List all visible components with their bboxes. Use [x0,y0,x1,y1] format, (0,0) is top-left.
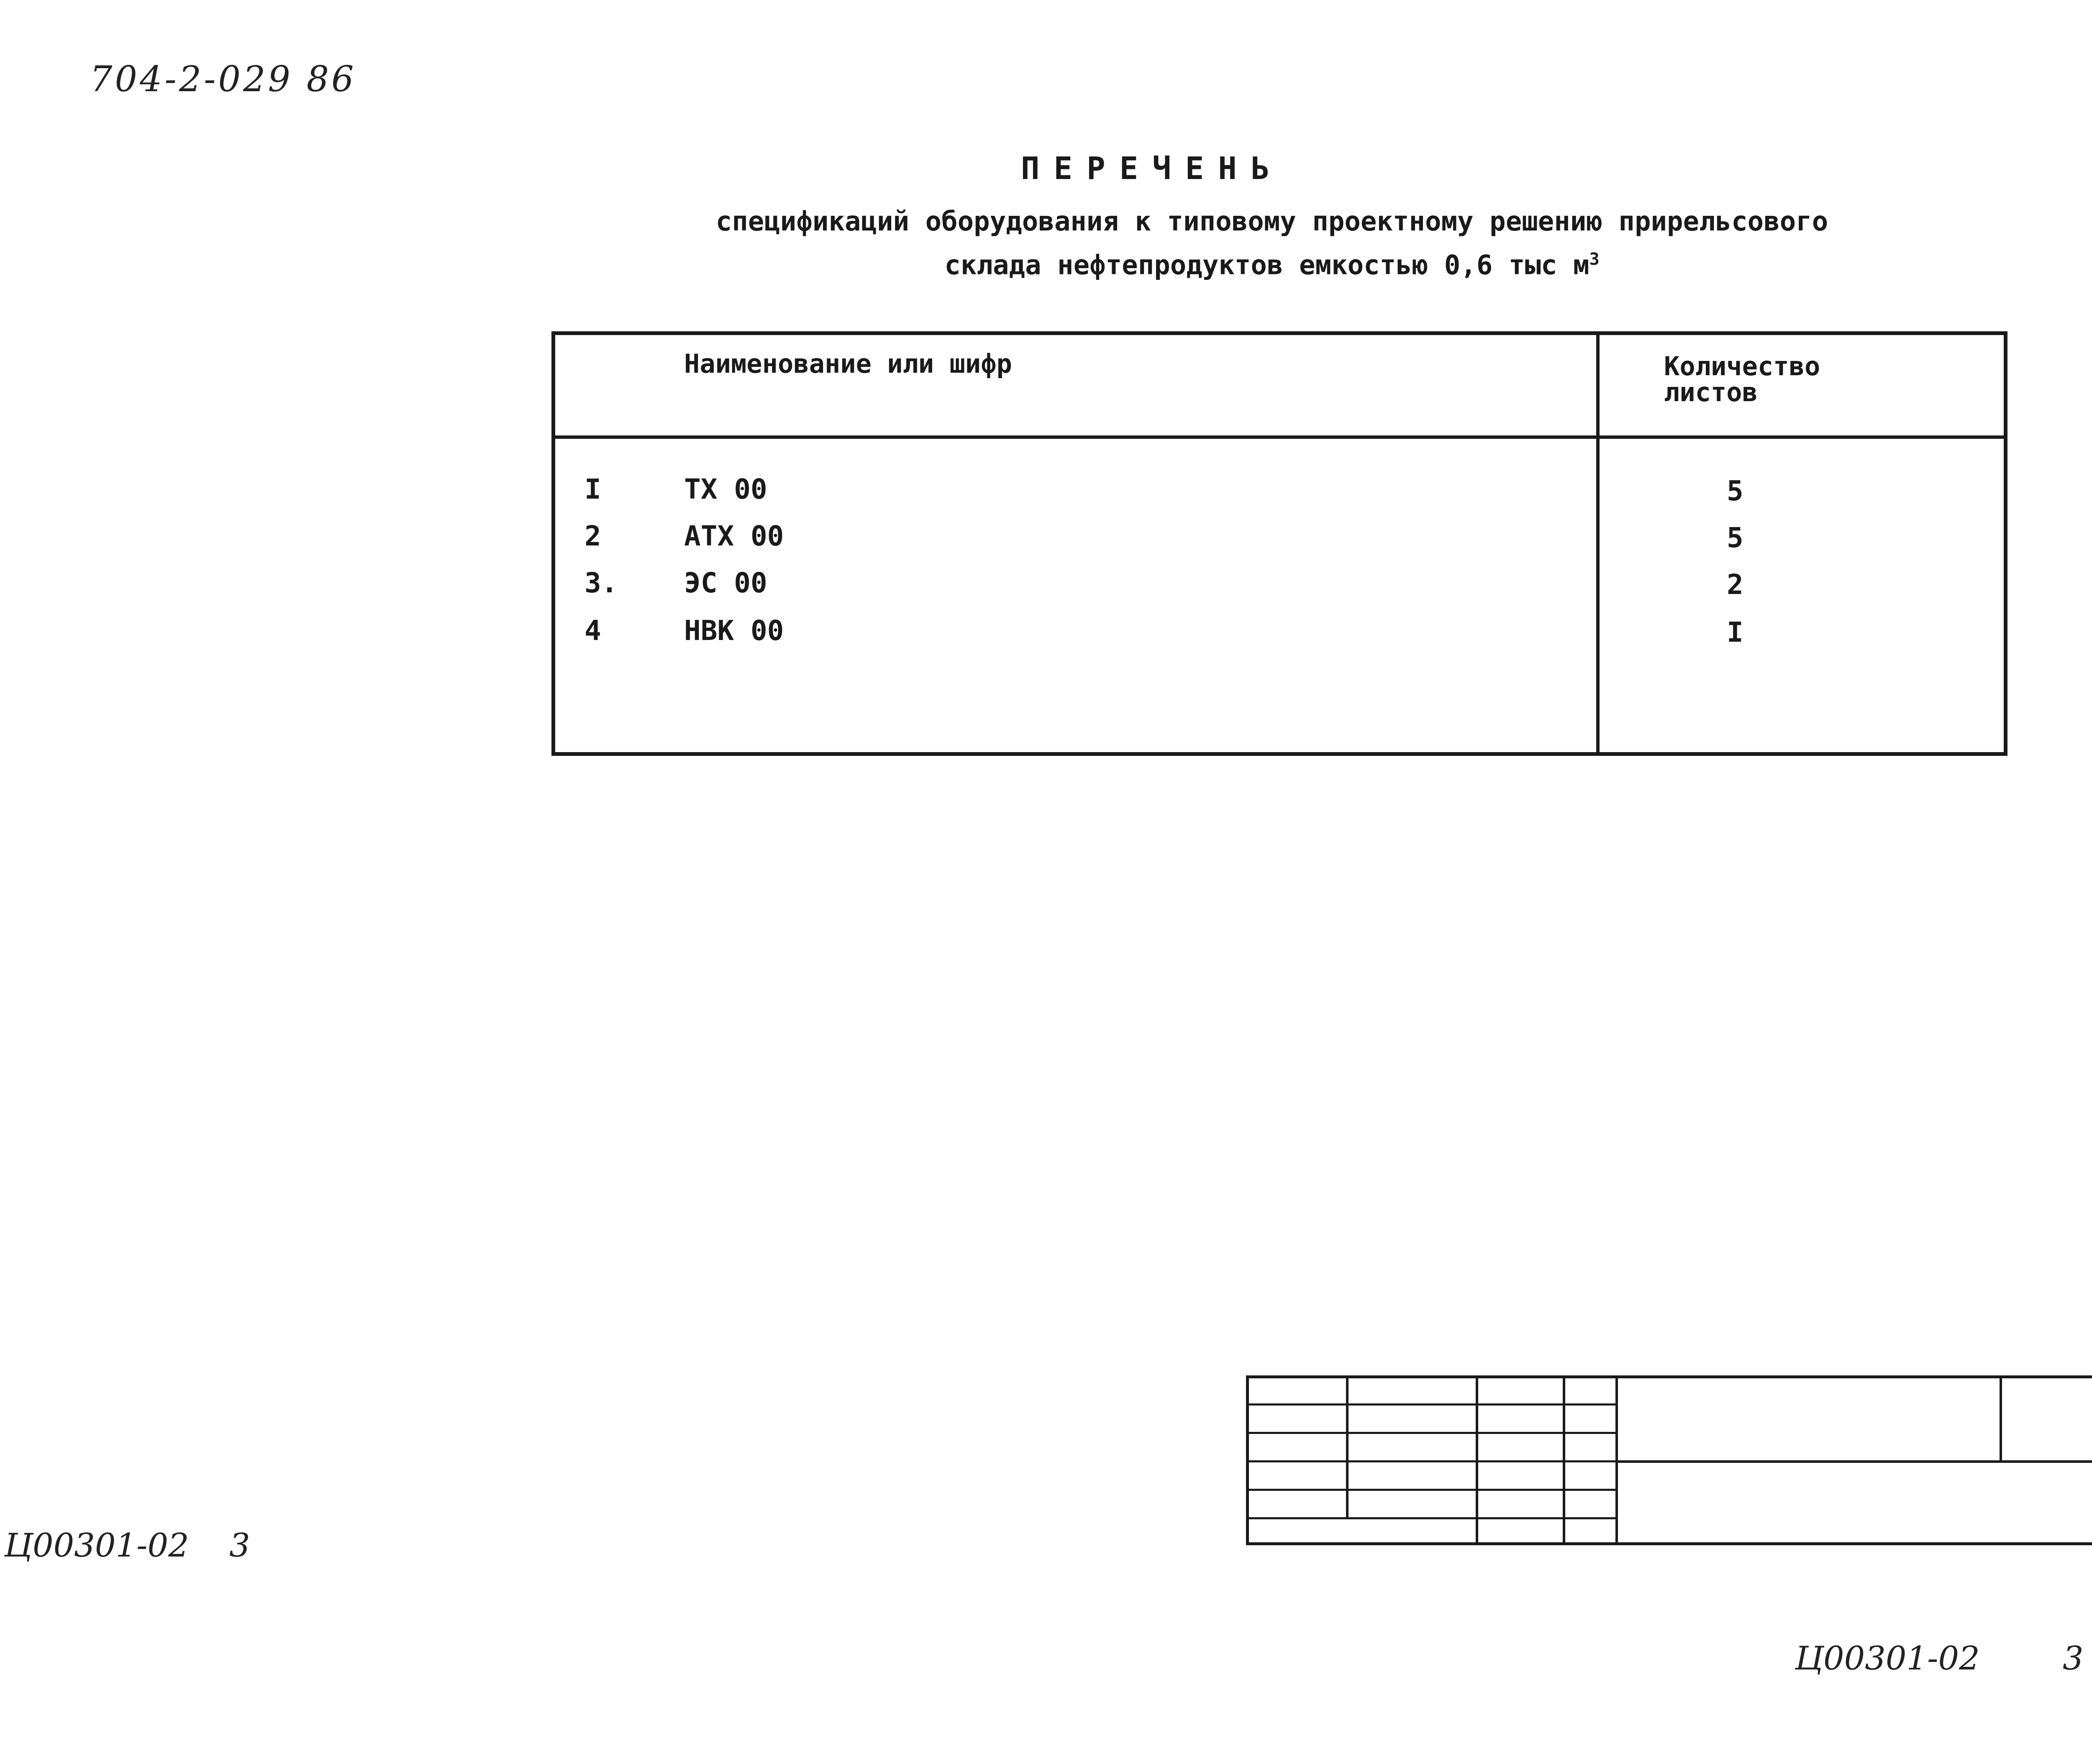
table-row [555,520,2004,567]
subtitle-line-2 [686,241,1858,284]
subtitle-superscript: 3 [1589,250,1600,269]
table-row [555,473,2004,520]
bottom-archive-code: Ц00301-02 [1795,1640,1980,1677]
header-sheet-count-line-1: Количество [1664,351,1820,381]
row-code: НВК 00 [684,614,784,647]
header-name-or-code: Наименование или шифр [684,348,1012,379]
stamp-divider [2000,1378,2002,1462]
stamp-row-line [1249,1460,1615,1462]
header-sheet-count [1664,353,1852,405]
title-block-stamp [1246,1375,2092,1545]
row-number: 2 [585,520,601,552]
row-number: I [585,473,601,505]
stamp-row-line [1249,1489,1615,1491]
subtitle-line-2-text: склада нефтепродуктов емкостью 0,6 тыс м [944,250,1590,281]
margin-archive-code: Ц00301-02 [4,1527,189,1564]
document-subtitle [686,203,1858,284]
row-sheet-count: I [1727,616,1743,648]
table-row [555,567,2004,614]
document-title: ПЕРЕЧЕНЬ [1021,151,1284,187]
stamp-row-line [1249,1432,1615,1434]
stamp-row-line [1249,1403,1615,1406]
row-code: ТХ 00 [684,473,767,505]
bottom-page-number: 3 [2063,1640,2084,1677]
stamp-divider [1346,1378,1349,1519]
subtitle-line-1: спецификаций оборудования к типовому проектному решению прирельсового [715,206,1828,237]
table-header-divider [555,435,2004,439]
row-code: АТХ 00 [684,520,784,552]
row-code: ЭС 00 [684,567,767,599]
header-sheet-count-line-2: листов [1664,377,1758,407]
row-sheet-count: 5 [1727,475,1743,507]
row-number: 3. [585,567,618,599]
row-number: 4 [585,614,601,647]
row-sheet-count: 5 [1727,522,1743,554]
margin-page-number: 3 [229,1527,250,1564]
specification-table [551,331,2007,756]
table-row [555,614,2004,661]
document-code: 704-2-029 86 [90,59,356,100]
stamp-row-line [1249,1517,1615,1519]
stamp-row-line [1615,1460,2092,1463]
row-sheet-count: 2 [1727,568,1743,601]
